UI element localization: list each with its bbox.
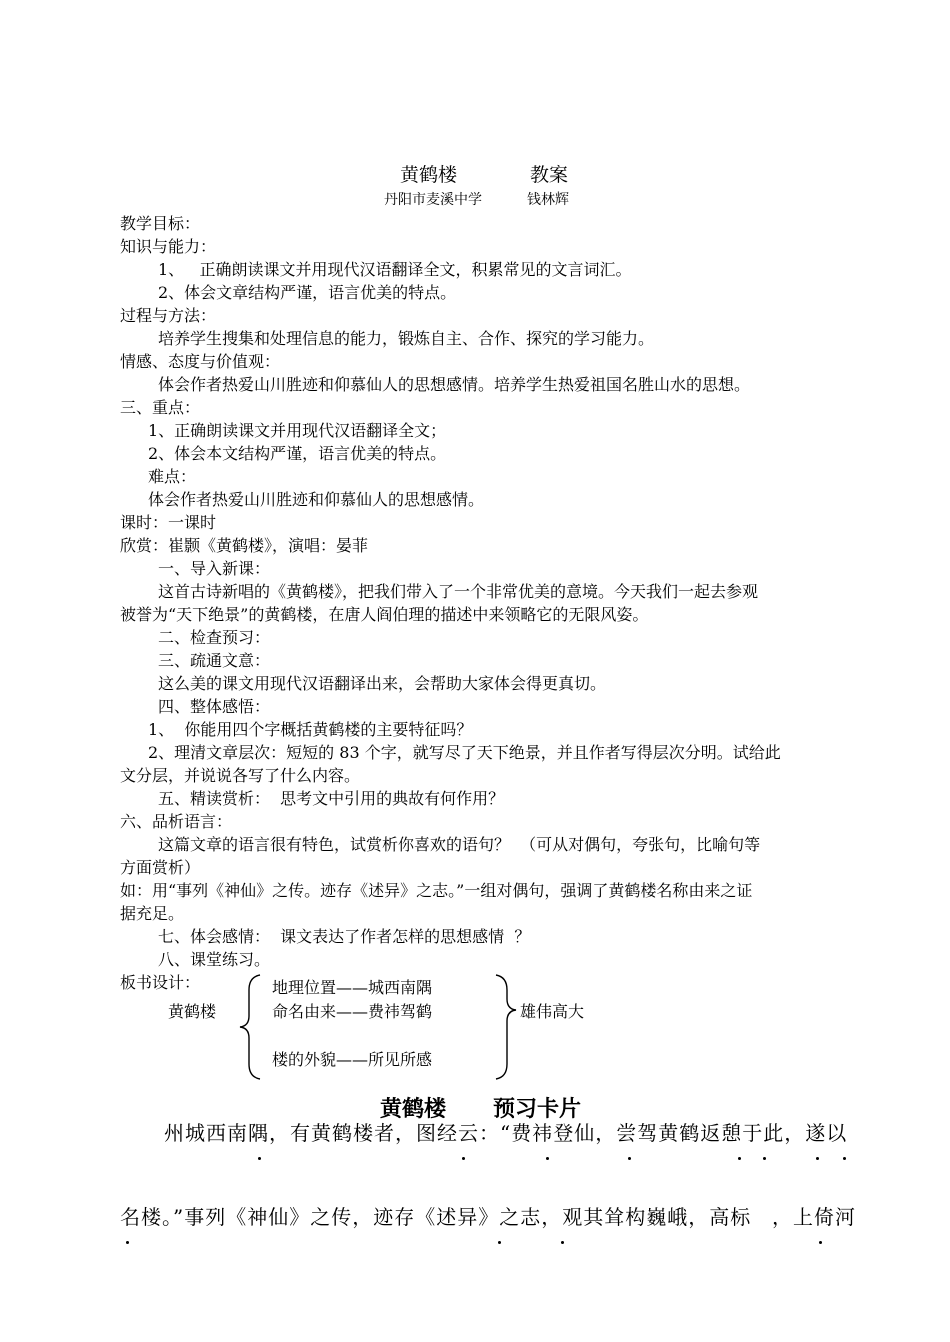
author-school: 丹阳市麦溪中学 bbox=[384, 192, 482, 208]
process-text: 培养学生搜集和处理信息的能力，锻炼自主、合作、探究的学习能力。 bbox=[158, 329, 655, 348]
step-3-text: 这么美的课文用现代汉语翻译出来，会帮助大家体会得更真切。 bbox=[158, 674, 607, 693]
objective-2: 2、体会文章结构严谨，语言优美的特点。 bbox=[158, 283, 457, 302]
heading-emotion: 情感、态度与价值观： bbox=[120, 352, 281, 371]
author-name: 钱林辉 bbox=[527, 192, 569, 208]
heading-knowledge: 知识与能力： bbox=[120, 237, 217, 256]
step-6-text-b: 方面赏析） bbox=[120, 858, 201, 877]
step-8: 八、课堂练习。 bbox=[158, 950, 271, 969]
step-3-heading: 三、疏通文意： bbox=[158, 651, 271, 670]
keypoint-1: 1、正确朗读课文并用现代汉语翻译全文； bbox=[148, 421, 447, 440]
board-design-heading: 板书设计： bbox=[120, 973, 201, 992]
doc-title-main: 黄鹤楼 bbox=[400, 164, 458, 186]
heading-keypoints: 三、重点： bbox=[120, 398, 201, 417]
doc-title-suffix: 教案 bbox=[530, 164, 569, 186]
board-item-appearance: 楼的外貌——所见所感 bbox=[272, 1050, 433, 1069]
step-6-text-a: 这篇文章的语言很有特色，试赏析你喜欢的语句？ （可从对偶句，夸张句，比喻句等 bbox=[158, 835, 761, 854]
heading-difficulty: 难点： bbox=[148, 467, 197, 486]
left-brace-icon bbox=[236, 972, 266, 1082]
right-brace-icon bbox=[490, 972, 520, 1082]
step-7: 七、体会感情： 课文表达了作者怎样的思想感情 ？ bbox=[158, 927, 531, 946]
heading-objectives: 教学目标： bbox=[120, 214, 201, 233]
board-item-naming: 命名由来——费祎驾鹤 bbox=[272, 1002, 433, 1021]
board-item-location: 地理位置——城西南隅 bbox=[272, 978, 433, 997]
step-2-heading: 二、检查预习： bbox=[158, 628, 271, 647]
step-4-heading: 四、整体感悟： bbox=[158, 697, 271, 716]
card-text-line-2a: 名楼。”事列《神仙》之传，迹存《述异》之志，观其耸构巍峨，高标 bbox=[120, 1205, 752, 1229]
step-4-q2-a: 2、理清文章层次：短短的 83 个字，就写尽了天下绝景，并且作者写得层次分明。试给此 bbox=[148, 743, 781, 762]
step-1-text-b: 被誉为“天下绝景”的黄鹤楼，在唐人阎伯理的描述中来领略它的无限风姿。 bbox=[120, 605, 649, 624]
card-title-suffix: 预习卡片 bbox=[493, 1096, 582, 1122]
step-4-q2-b: 文分层，并说说各写了什么内容。 bbox=[120, 766, 361, 785]
keypoint-2: 2、体会本文结构严谨，语言优美的特点。 bbox=[148, 444, 447, 463]
emotion-text: 体会作者热爱山川胜迹和仰慕仙人的思想感情。培养学生热爱祖国名胜山水的思想。 bbox=[158, 375, 751, 394]
step-6-example-b: 据充足。 bbox=[120, 904, 185, 923]
heading-process: 过程与方法： bbox=[120, 306, 217, 325]
step-4-q1: 1、 你能用四个字概括黄鹤楼的主要特征吗？ bbox=[148, 720, 473, 739]
class-hours: 课时：一课时 bbox=[120, 513, 217, 532]
step-6-example-a: 如：用“事列《神仙》之传。迹存《述异》之志。”一组对偶句，强调了黄鹤楼名称由来之证 bbox=[120, 881, 753, 900]
card-text-line-2b: ，上倚河 bbox=[772, 1205, 856, 1229]
step-1-heading: 一、导入新课： bbox=[158, 559, 271, 578]
card-text-line-1: 州城西南隅，有黄鹤楼者，图经云：“费祎登仙，尝驾黄鹤返憩于此，遂以 bbox=[164, 1121, 848, 1145]
appreciation: 欣赏：崔颢《黄鹤楼》，演唱：晏菲 bbox=[120, 536, 369, 555]
step-5: 五、精读赏析： 思考文中引用的典故有何作用？ bbox=[158, 789, 505, 808]
board-left-label: 黄鹤楼 bbox=[168, 1002, 217, 1021]
card-title-main: 黄鹤楼 bbox=[380, 1096, 447, 1122]
board-right-label: 雄伟高大 bbox=[520, 1002, 585, 1021]
step-1-text-a: 这首古诗新唱的《黄鹤楼》，把我们带入了一个非常优美的意境。今天我们一起去参观 bbox=[158, 582, 759, 601]
objective-1: 1、 正确朗读课文并用现代汉语翻译全文，积累常见的文言词汇。 bbox=[158, 260, 632, 279]
difficulty-text: 体会作者热爱山川胜迹和仰慕仙人的思想感情。 bbox=[148, 490, 485, 509]
step-6-heading: 六、品析语言： bbox=[120, 812, 233, 831]
